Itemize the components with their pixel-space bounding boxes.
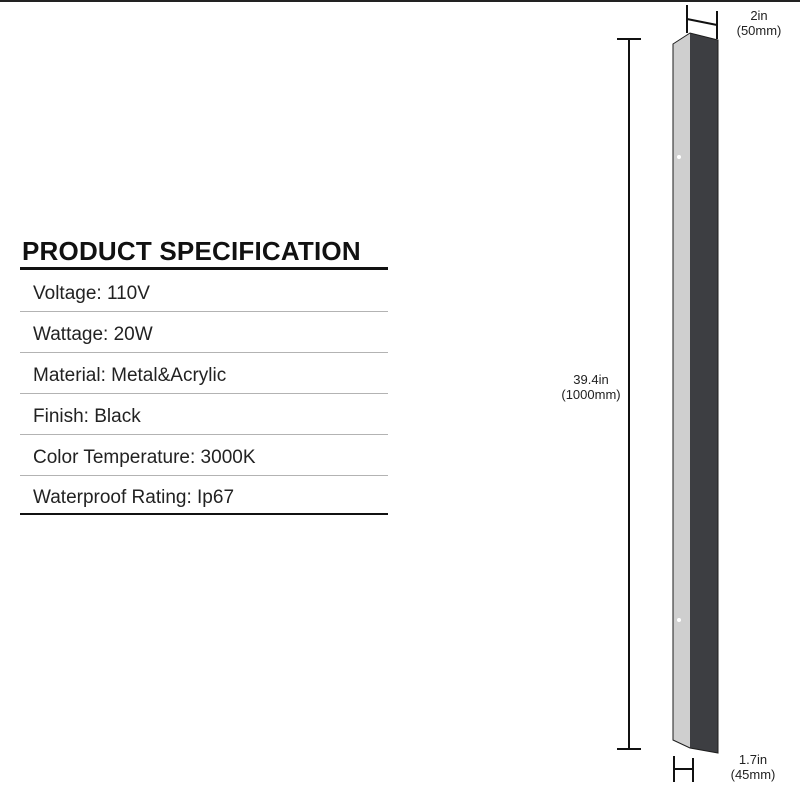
top-width-dimension-label — [726, 8, 792, 38]
spec-row-label: Material: Metal&Acrylic — [33, 365, 227, 386]
fixture-bar — [673, 33, 718, 753]
height-dimension-label — [546, 372, 636, 402]
height-imperial: 39.4in — [573, 372, 609, 387]
fixture-body — [690, 33, 718, 753]
bottom-width-dimension-label — [720, 752, 786, 782]
spec-row-label: Color Temperature: 3000K — [33, 447, 256, 468]
top-width-metric: (50mm) — [736, 23, 782, 38]
spec-title: PRODUCT SPECIFICATION — [22, 236, 361, 266]
mounting-hole-bottom — [677, 618, 681, 622]
fixture-side-strip — [673, 33, 690, 748]
bottom-width-dimension — [674, 756, 693, 782]
top-width-imperial: 2in — [750, 8, 768, 23]
spec-row-label: Waterproof Rating: Ip67 — [33, 487, 235, 508]
bottom-width-metric: (45mm) — [730, 767, 776, 782]
spec-row-label: Wattage: 20W — [33, 324, 153, 345]
height-metric: (1000mm) — [561, 387, 621, 402]
bottom-width-imperial: 1.7in — [738, 752, 768, 767]
mounting-hole-top — [677, 155, 681, 159]
spec-row-label: Finish: Black — [33, 406, 141, 427]
spec-row-label: Voltage: 110V — [33, 283, 150, 304]
